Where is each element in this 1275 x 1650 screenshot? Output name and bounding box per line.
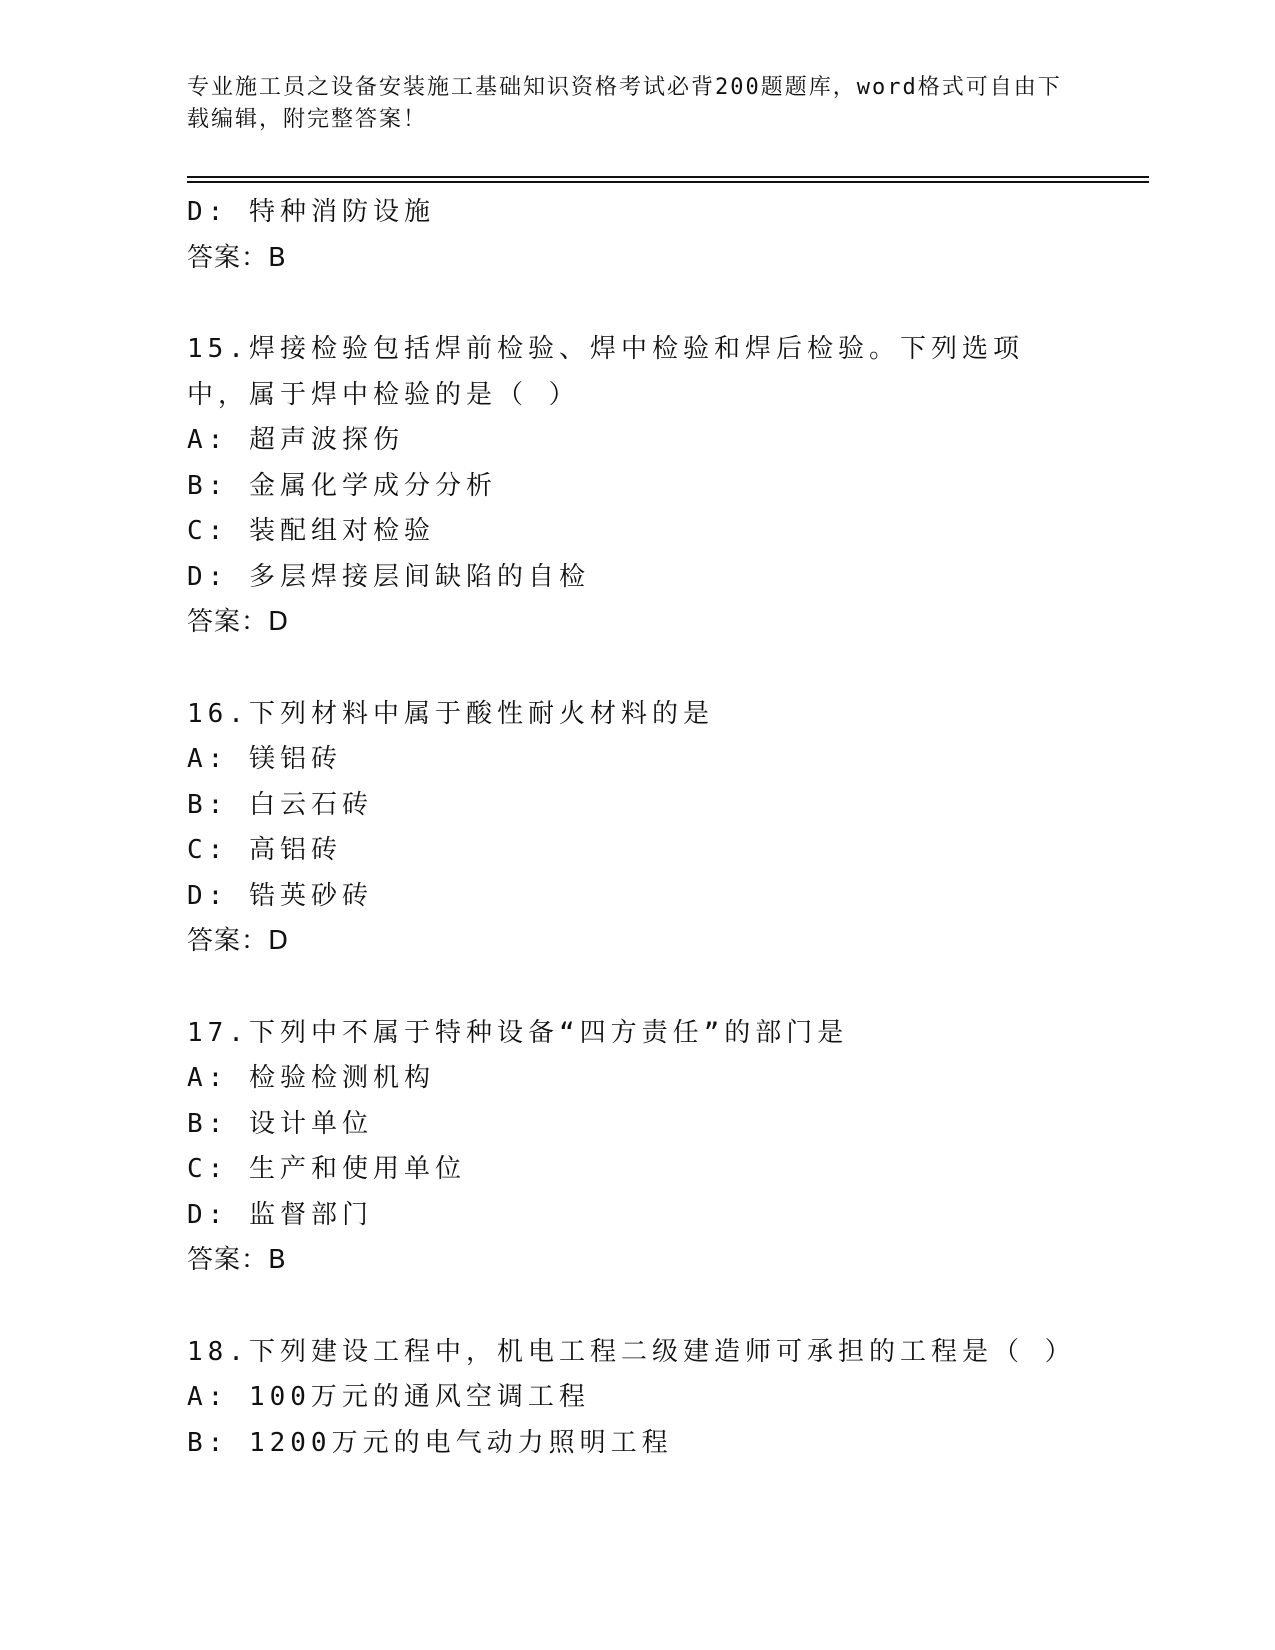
carryover-block (187, 190, 1087, 281)
answer: 答案：B (187, 1245, 287, 1275)
option-b: B: 白云石砖 (187, 789, 373, 820)
question-content (187, 190, 1087, 1466)
question-stem: 15.焊接检验包括焊前检验、焊中检验和焊后检验。下列选项中，属于焊中检验的是（ ） (187, 334, 1024, 410)
question-15 (187, 327, 1087, 646)
option-a: A: 镁铝砖 (187, 744, 342, 774)
answer: 答案：D (187, 926, 290, 956)
document-header: 专业施工员之设备安装施工基础知识资格考试必背200题题库，word格式可自由下载编辑，附完整答案！ (187, 75, 1062, 132)
option-c: C: 高铝砖 (187, 835, 342, 865)
question-stem: 17.下列中不属于特种设备“四方责任”的部门是 (187, 1017, 849, 1048)
option-d: D: 多层焊接层间缺陷的自检 (187, 561, 590, 592)
option-d: D: 特种消防设施 (187, 197, 435, 227)
answer: 答案：D (187, 607, 290, 637)
question-stem: 16.下列材料中属于酸性耐火材料的是 (187, 698, 714, 729)
option-d: D: 锆英砂砖 (187, 880, 373, 911)
option-a: A: 100万元的通风空调工程 (187, 1382, 590, 1412)
option-b: B: 设计单位 (187, 1108, 373, 1139)
question-stem: 18.下列建设工程中，机电工程二级建造师可承担的工程是（ ） (187, 1336, 1076, 1367)
option-a: A: 超声波探伤 (187, 425, 404, 455)
option-b: B: 金属化学成分分析 (187, 470, 497, 501)
option-a: A: 检验检测机构 (187, 1063, 435, 1093)
question-18 (187, 1330, 1087, 1467)
option-b: B: 1200万元的电气动力照明工程 (187, 1427, 673, 1458)
option-c: C: 装配组对检验 (187, 516, 435, 546)
question-17 (187, 1011, 1087, 1284)
answer: 答案：B (187, 242, 287, 273)
option-c: C: 生产和使用单位 (187, 1154, 466, 1184)
header-divider-bottom (187, 181, 1149, 183)
header-divider-top (187, 176, 1149, 178)
question-16 (187, 692, 1087, 965)
option-d: D: 监督部门 (187, 1199, 373, 1230)
